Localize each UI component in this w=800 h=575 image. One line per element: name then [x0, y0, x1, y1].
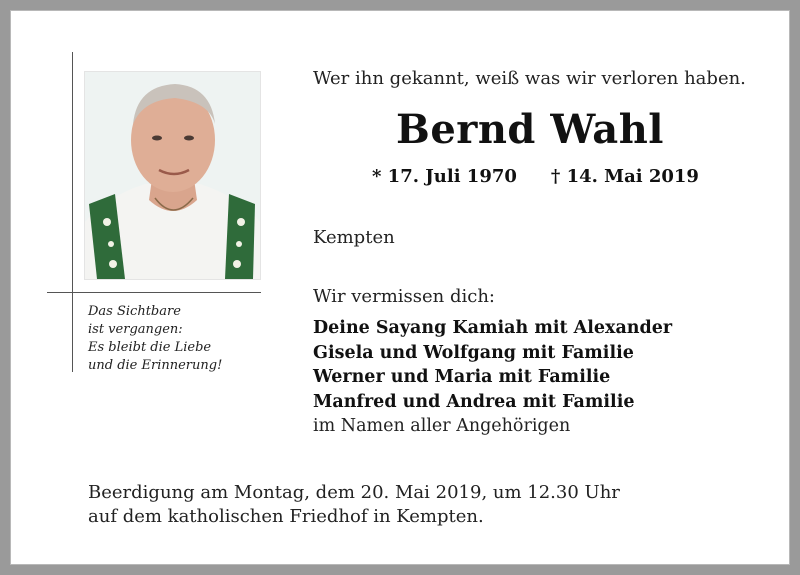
city-text: Kempten — [313, 227, 395, 248]
divider-vertical — [72, 52, 73, 372]
mourner-line: Deine Sayang Kamiah mit Alexander — [313, 318, 673, 338]
mourner-line: Gisela und Wolfgang mit Familie — [313, 342, 634, 363]
epitaph-text: Wer ihn gekannt, weiß was wir verloren haben. — [313, 68, 746, 89]
quote-line: Das Sichtbare — [88, 304, 181, 319]
mourners-list — [313, 316, 672, 439]
divider-horizontal — [47, 292, 261, 293]
portrait-photo — [85, 72, 260, 279]
funeral-line: Beerdigung am Montag, dem 20. Mai 2019, um 12.30 Uhr — [88, 482, 620, 503]
deceased-name: Bernd Wahl — [396, 106, 664, 153]
quote-line: ist vergangen: — [88, 322, 183, 337]
death-date: † 14. Mai 2019 — [550, 166, 699, 187]
mourner-line: Werner und Maria mit Familie — [313, 367, 611, 387]
memorial-quote — [88, 303, 258, 375]
mourners-closing: im Namen aller Angehörigen — [313, 416, 571, 436]
quote-line: und die Erinnerung! — [88, 358, 223, 373]
mourner-line: Manfred und Andrea mit Familie — [313, 391, 635, 412]
funeral-line: auf dem katholischen Friedhof in Kempten. — [88, 506, 484, 527]
birth-date: * 17. Juli 1970 — [372, 166, 517, 187]
quote-line: Es bleibt die Liebe — [88, 340, 212, 355]
funeral-info — [88, 481, 620, 529]
miss-text: Wir vermissen dich: — [313, 286, 495, 307]
life-dates — [372, 166, 699, 187]
